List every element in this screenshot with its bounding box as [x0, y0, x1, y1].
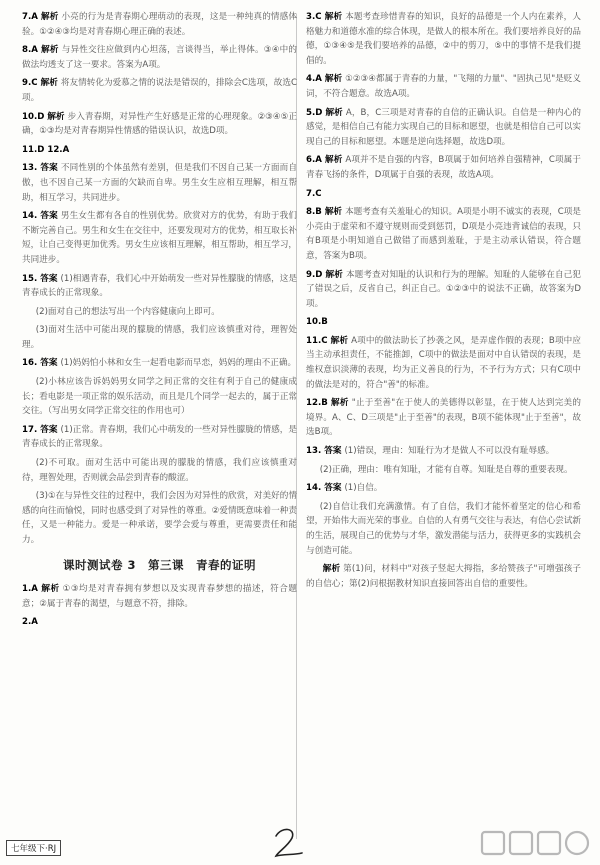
- answer-item: [306, 463, 581, 478]
- answer-item: [306, 562, 581, 591]
- question-number: 4.A: [306, 74, 322, 85]
- answer-tag: 答案: [324, 483, 342, 494]
- answer-text: 小亮的行为是青春期心理萌动的表现，这是一种纯真的情感体验。①②④③均是对青春期心理正确的表述。: [22, 12, 297, 37]
- answer-text: 本题考查对知耻的认识和行为的理解。知耻的人能够在自己犯了错误之后，反省自己，纠正自己。①②③中的说法不正确，故答案为D项。: [306, 269, 581, 309]
- answer-text: (1)妈妈怕小林和女生一起看电影而早恋，妈妈的理由不正确。: [60, 358, 297, 369]
- answer-item: [306, 444, 581, 459]
- answer-item: [306, 500, 581, 558]
- answer-item: [22, 615, 297, 630]
- answer-text: ①②③④都属于青春的力量，"飞翔的力量"、"固执己见"是贬义词，不符合题意。故选A项。: [306, 74, 581, 99]
- question-number: 9.D: [306, 269, 323, 280]
- answer-text: 本题考查有关羞耻心的知识。A项是小明不诚实的表现，C项是小亮由于虚荣和不遵守规则而受到惩罚，D项是小亮违背诚信的表现，只有B项是小明知道自己做错了而感到羞耻，于是主动承认错误，符合题意，答案为B项。: [306, 207, 581, 261]
- right-column: [306, 10, 581, 595]
- answer-text: 男生女生都有各自的性别优势。欣赏对方的优势，有助于我们不断完善自己。男生和女生在交往中，还要发现对方的优势，相互取长补短，让自己变得更加优秀。男女生应该相互理解，相互帮助，相互学习，共同进步。: [22, 211, 298, 265]
- answer-item: [22, 272, 297, 301]
- answer-tag: 解析: [324, 155, 343, 166]
- answer-item: [22, 582, 297, 611]
- question-number: 1.A: [22, 584, 38, 595]
- answer-item: [22, 10, 297, 39]
- answer-item: [22, 43, 297, 72]
- section-heading: 课时测试卷 3 第三课 青春的证明: [62, 557, 256, 572]
- question-number: 2.A: [22, 617, 38, 628]
- answer-tag: 解析: [322, 564, 341, 575]
- answer-item: [306, 153, 581, 182]
- question-number: 12.B: [306, 398, 328, 409]
- question-number: 16.: [22, 358, 38, 369]
- answer-item: [22, 110, 297, 139]
- answer-text: (2)小林应该告诉妈妈男女同学之间正常的交往有利于自己的健康成长；看电影是一项正常的娱乐活动，而且是几个同学一起去的，属于正常交往。（写出男女同学正常交往的作用也可）: [22, 377, 298, 417]
- answer-tag: 解析: [40, 12, 59, 22]
- answer-item: [22, 209, 297, 267]
- answer-tag: 答案: [40, 424, 58, 435]
- answer-text: (1)相遇青春，我们心中开始萌发一些对异性朦胧的情感，这是青春成长的正常现象。: [22, 273, 297, 299]
- answer-tag: 答案: [40, 163, 58, 174]
- answer-tag: 解析: [325, 269, 343, 280]
- answer-item: [22, 423, 297, 452]
- answer-item: [306, 106, 581, 150]
- answer-tag: 答案: [40, 273, 58, 284]
- answer-item: [22, 76, 297, 105]
- answer-item: [306, 315, 581, 330]
- answer-item: [306, 205, 581, 263]
- question-number: 10.D: [22, 111, 45, 122]
- answer-text: 不同性别的个体虽然有差别，但是我们不因自己某一方面而自傲，也不因自己某一方面的欠缺而自卑。男生女生应相互理解，相互帮助，相互学习，共同进步。: [22, 163, 297, 203]
- answer-text: (1)错误，理由：知耻行为才是做人不可以没有耻辱感。: [344, 446, 555, 457]
- answer-tag: 解析: [40, 584, 60, 595]
- question-number: 11.C: [306, 335, 328, 346]
- answer-tag: 解析: [324, 74, 343, 85]
- question-number: 8.B: [306, 207, 322, 218]
- answer-item: [22, 143, 297, 158]
- answer-item: [306, 10, 581, 68]
- answer-item: [306, 187, 581, 202]
- answer-tag: 解析: [40, 78, 58, 89]
- answer-text: (2)不可取。面对生活中可能出现的朦胧的情感，我们应该慎重对待，理智处理，否则就会品尝到青春的酸涩。: [22, 458, 297, 483]
- answer-tag: 解析: [330, 335, 349, 346]
- question-number: 14.: [22, 211, 38, 222]
- answer-item: [22, 323, 297, 352]
- question-number: 7.A: [22, 12, 38, 22]
- answer-tag: 答案: [40, 358, 58, 369]
- answer-text: A项中的做法助长了抄袭之风，是弄虚作假的表现；B项中应当主动承担责任，不能推卸，C项中的做法是面对中自认错误的表现，是维权意识淡薄的表现，均为正义善良的行为，不予行为方式；只有C项中的做法是对的，符合"善"的标准。: [306, 335, 581, 390]
- answer-tag: 解析: [330, 398, 349, 409]
- question-number: 3.C: [306, 12, 322, 22]
- answer-tag: 解析: [40, 45, 59, 56]
- question-number: 17.: [22, 424, 38, 435]
- answer-text: 本题考查珍惜青春的知识，良好的品德是一个人内在素养，人格魅力和道德水准的综合体现，是做人的根本所在。我们要培养良好的品德，①③④⑤是我们要培养的品德，②中的剪刀，⑤中的事情不是我们提倡的。: [306, 12, 582, 66]
- answer-tag: 答案: [324, 446, 342, 457]
- answer-tag: 解析: [325, 107, 343, 118]
- question-number: 15.: [22, 273, 38, 284]
- question-number: 14.: [306, 483, 322, 494]
- answer-text: ①③均是对青春拥有梦想以及实现青春梦想的描述，符合题意；②属于青春的渴望，与题意不符，排除。: [22, 584, 297, 609]
- answer-item: [306, 481, 581, 496]
- answer-item: [306, 334, 581, 392]
- answer-text: A项并不是自强的内容，B项属于如何培养自强精神，C项属于青春飞扬的条件，D项属于自强的表现，故选A项。: [306, 155, 581, 180]
- answer-text: A，B，C三项是对青春的自信的正确认识。自信是一种内心的感觉，是相信自己有能力实现自己的目标和愿望，也就是相信自己可以实现自己的目标和愿望。本题是逆向选择题，故选D项。: [306, 107, 582, 147]
- answer-text: 与异性交往应做到内心坦荡，言谈得当，举止得体。③④中的做法均透支了这一要求。答案为A项。: [22, 45, 297, 70]
- answer-text: (2)正确，理由：唯有知耻，才能有自尊。知耻是自尊的重要表现。: [319, 464, 573, 475]
- answer-item: [22, 489, 297, 547]
- question-number: 6.A: [306, 155, 322, 166]
- answer-text: 步入青春期，对异性产生好感是正常的心理现象。②③④⑤正确，①③均是对青春期异性情感的错误认识，故选D项。: [22, 111, 297, 137]
- answer-item: [22, 375, 297, 419]
- question-number: 8.A: [22, 45, 38, 56]
- answer-tag: 答案: [40, 211, 58, 222]
- question-number: 7.C: [306, 188, 322, 199]
- question-number: 13.: [306, 446, 322, 457]
- question-number: 13.: [22, 163, 38, 174]
- question-number: 5.D: [306, 107, 323, 118]
- question-number: 10.B: [306, 317, 328, 328]
- question-number: 9.C: [22, 78, 38, 89]
- answer-text: (1)自信。: [344, 483, 383, 494]
- handwritten-page-mark: [268, 822, 308, 862]
- answer-item: [306, 396, 581, 440]
- answer-item: [22, 161, 297, 205]
- answer-text: (3)①在与异性交往的过程中，我们会因为对异性的欣赏，对美好的情感的向往而愉悦，同时也感受到了对异性的尊重。②爱情既意味着一种责任，又是一种能力。爱是一种承诺，要学会爱与尊重，更需要责任和能力。: [22, 491, 297, 545]
- answer-text: 第(1)问，材料中"对孩子竖起大拇指，多给赞孩子"可增强孩子的自信心；第(2)问根据教材知识直接回答出自信的重要性。: [306, 564, 581, 589]
- answer-tag: 解析: [324, 207, 343, 218]
- answer-tag: 解析: [324, 12, 343, 22]
- answer-item: [306, 72, 581, 101]
- answer-text: "止于至善"在于使人的美德得以彰显，在于使人达到完美的境界。A、C、D三项是"止于至善"的表现，B项不能体现"止于至善"，故选B项。: [306, 398, 581, 438]
- answer-text: (2)自信让我们充满激情。有了自信，我们才能怀着坚定的信心和希望，开始伟大而光荣的事业。自信的人有勇气交往与表达，有信心尝试新的生活，展现自己的优势与才华，激发潜能与活力，获得更多的实践机会与创造可能。: [306, 501, 582, 556]
- answer-text: 将友情转化为爱慕之情的说法是错误的，排除会C选项，故选C项。: [22, 78, 297, 103]
- answer-item: [22, 305, 297, 320]
- answer-text: (1)正常。青春期，我们心中萌发的一些对异性朦胧的情感，是青春成长的正常现象。: [22, 424, 297, 450]
- answer-item: [22, 456, 297, 485]
- watermark-logo: [478, 828, 596, 864]
- answer-text: (3)面对生活中可能出现的朦胧的情感，我们应该慎重对待，理智处理。: [22, 325, 297, 350]
- answer-tag: 解析: [47, 111, 65, 122]
- left-column: [22, 10, 297, 634]
- answer-item: [306, 268, 581, 312]
- grade-label: 七年级下·RJ: [6, 840, 61, 856]
- answer-item: [22, 356, 297, 371]
- answer-text: (2)面对自己的想法写出一个内容健康向上即可。: [35, 306, 220, 317]
- question-number: 11.D 12.A: [22, 144, 70, 155]
